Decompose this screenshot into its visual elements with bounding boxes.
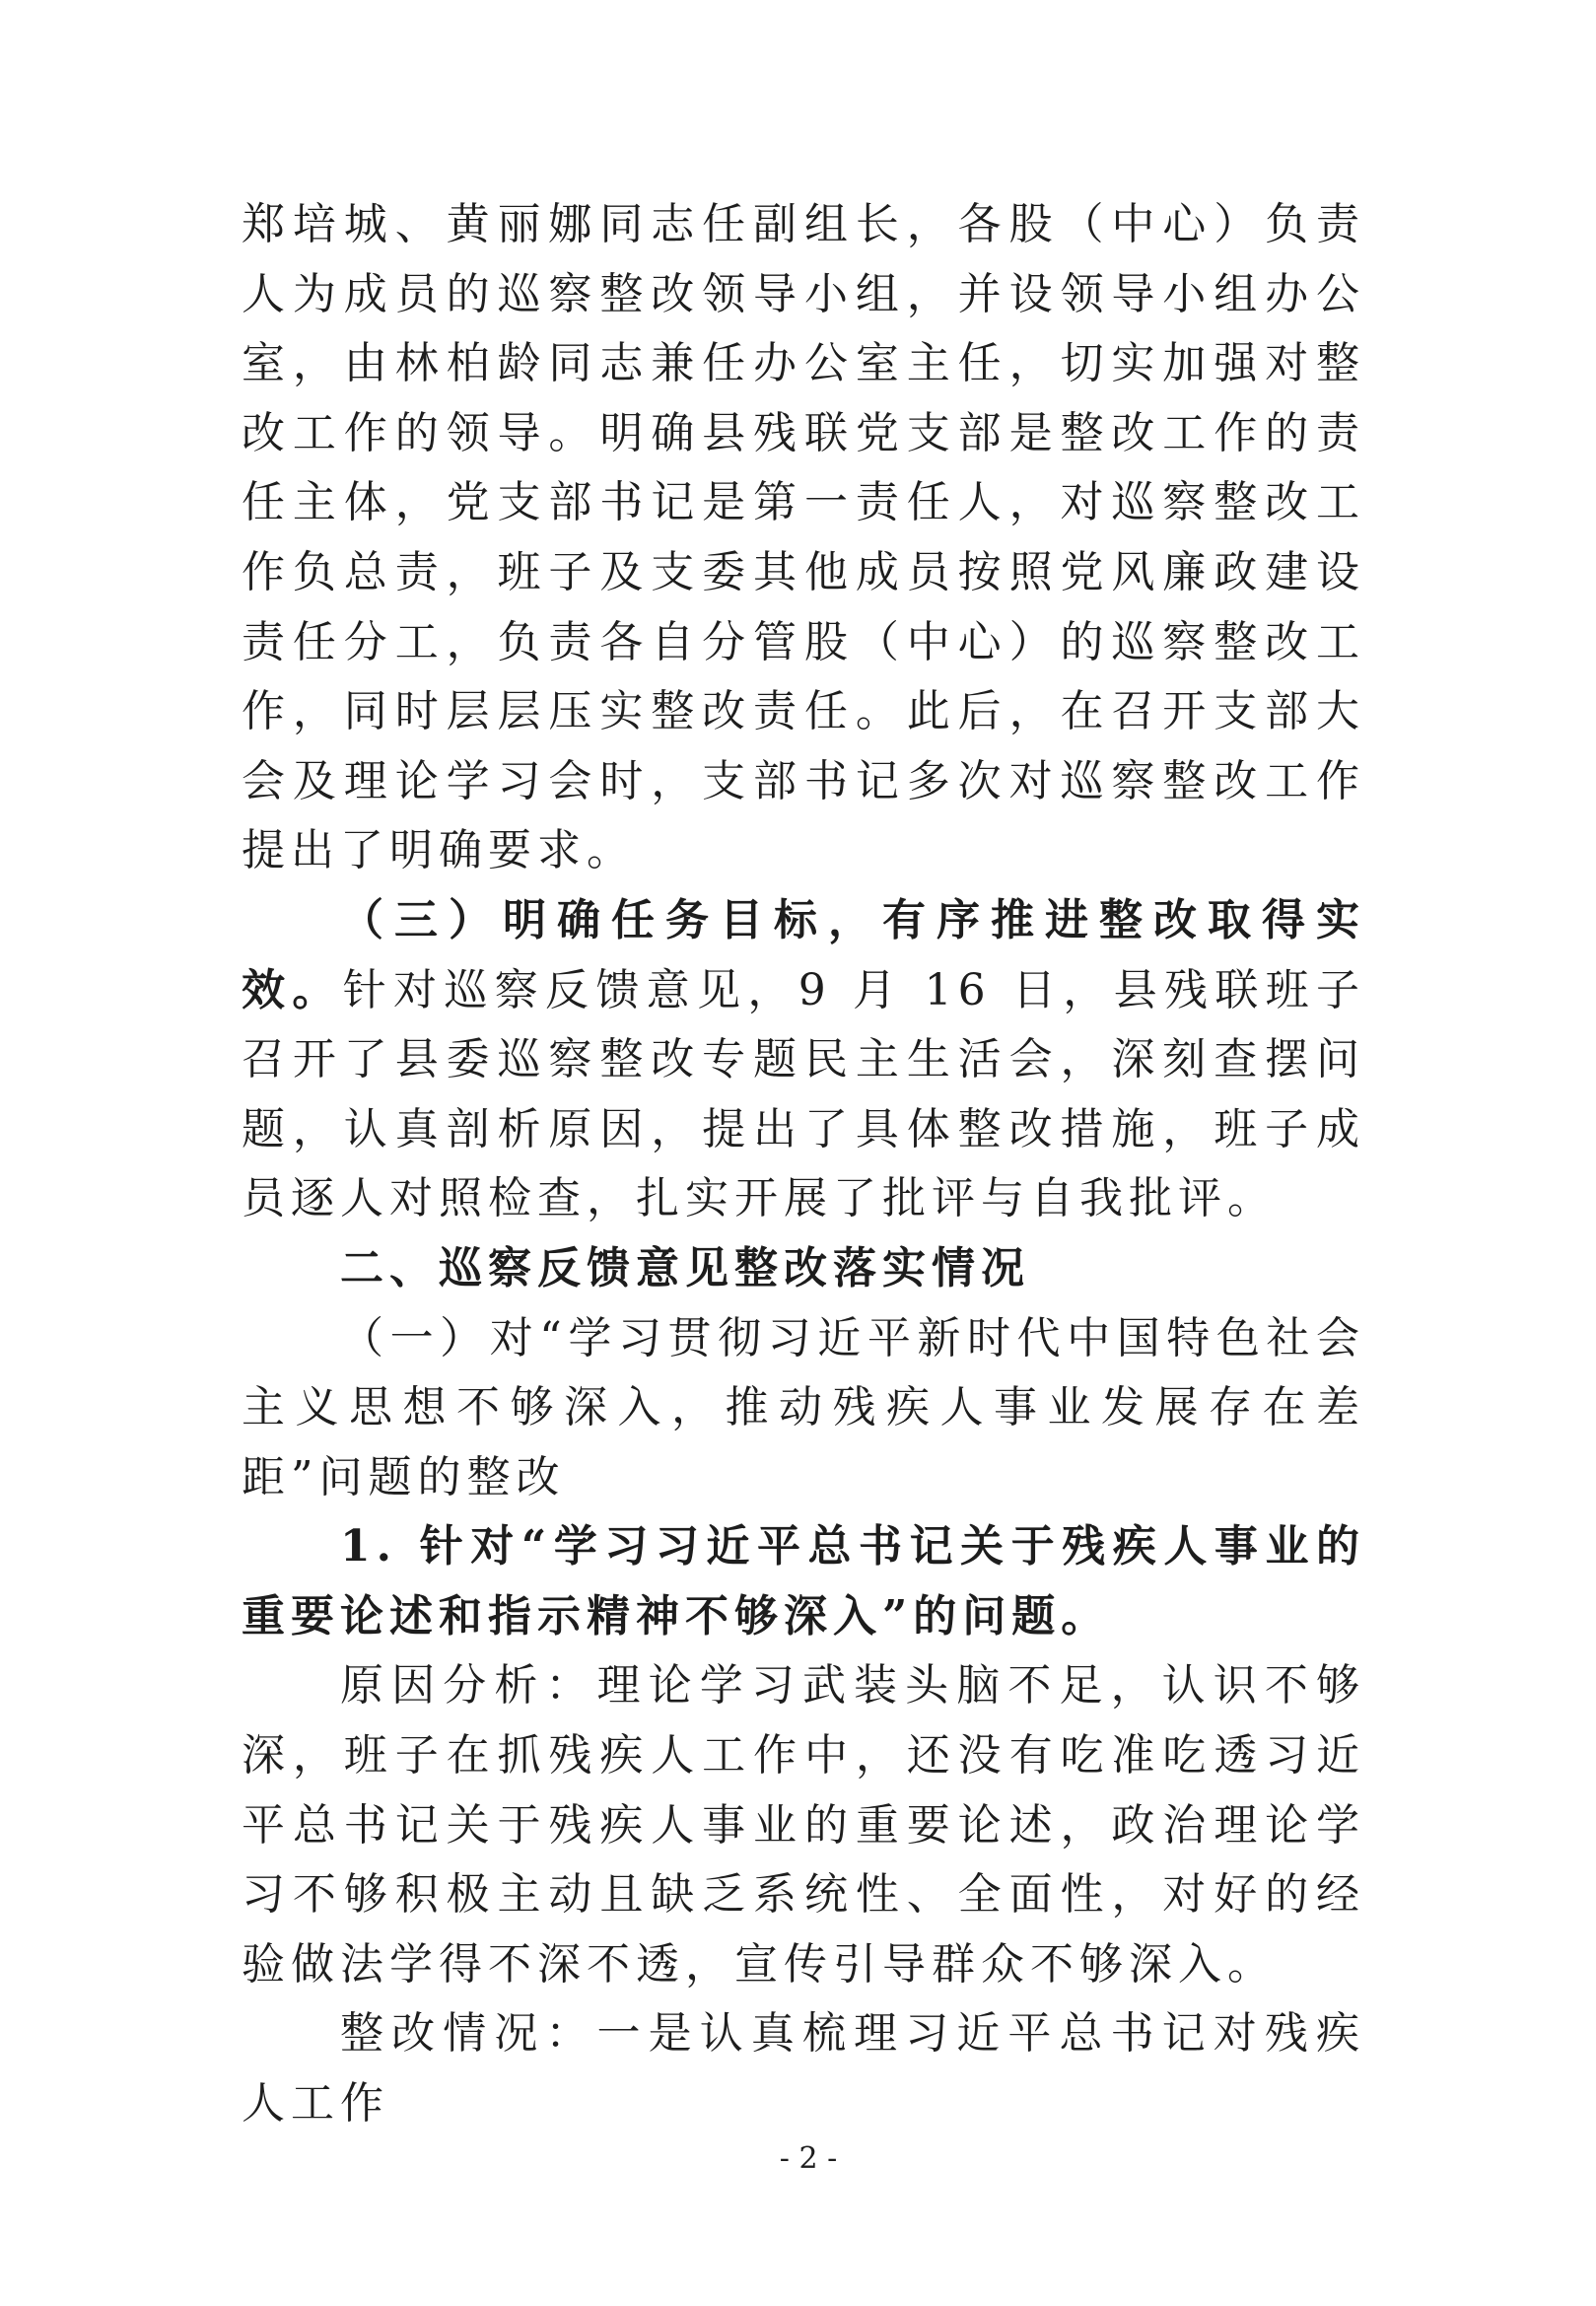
paragraph-task-goals-text: 针对巡察反馈意见，9 月 16 日，县残联班子召开了县委巡察整改专题民主生活会，深刻查摆问题，认真剖析原因，提出了具体整改措施，班子成员逐人对照检查，扎实开展了批评与自我批评。 — [242, 964, 1365, 1224]
paragraph-task-goals — [242, 886, 1365, 1234]
paragraph-leadership-group: 郑培城、黄丽娜同志任副组长，各股（中心）负责人为成员的巡察整改领导小组，并设领导小组办公室，由林柏龄同志兼任办公室主任，切实加强对整改工作的领导。明确县残联党支部是整改工作的责任主体，党支部书记是第一责任人，对巡察整改工作负总责，班子及支委其他成员按照党风廉政建设责任分工，负责各自分管股（中心）的巡察整改工作，同时层层压实整改责任。此后，在召开支部大会及理论学习会时，支部书记多次对巡察整改工作提出了明确要求。 — [242, 199, 1365, 876]
document-body — [242, 190, 1365, 2139]
section-heading-rectification: 二、巡察反馈意见整改落实情况 — [340, 1242, 1030, 1293]
page-number: - 2 - — [779, 2141, 838, 2176]
subsection-heading-study: （一）对“学习贯彻习近平新时代中国特色社会主义思想不够深入，推动残疾人事业发展存在差距”问题的整改 — [242, 1312, 1365, 1502]
item-heading-1: 1. 针对“学习习近平总书记关于残疾人事业的重要论述和指示精神不够深入”的问题。 — [242, 1521, 1365, 1642]
paragraph-rectification-status: 整改情况：一是认真梳理习近平总书记对残疾人工作 — [242, 2008, 1365, 2130]
paragraph-task-goals-lead: （三）明确任务目标，有序推进整改取得实效。 — [242, 894, 1365, 1015]
paragraph-cause-analysis: 原因分析：理论学习武装头脑不足，认识不够深，班子在抓残疾人工作中，还没有吃准吃透习近平总书记关于残疾人事业的重要论述，政治理论学习不够积极主动且缺乏系统性、全面性，对好的经验做法学得不深不透，宣传引导群众不够深入。 — [242, 1660, 1365, 1990]
